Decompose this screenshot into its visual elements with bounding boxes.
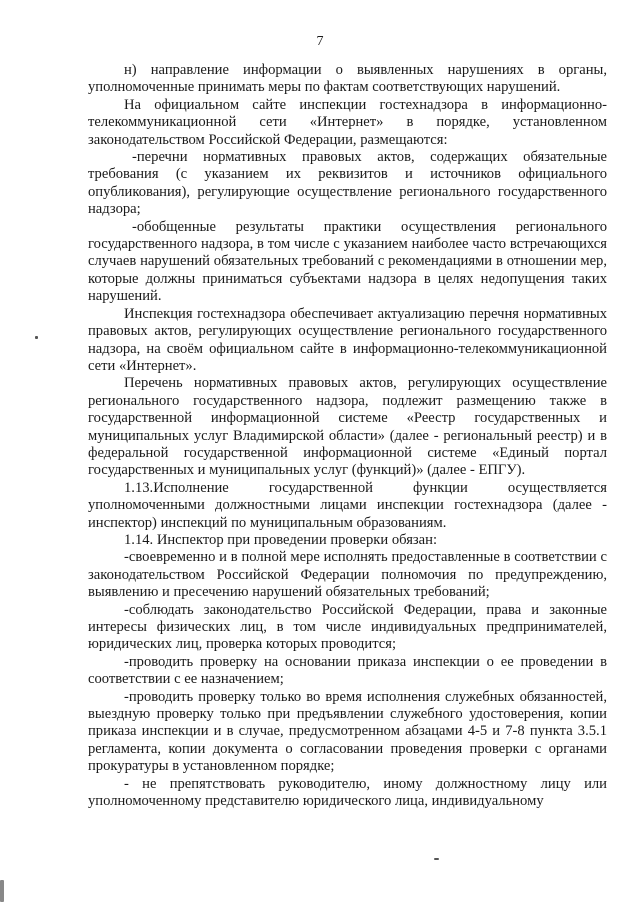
paragraph: -перечни нормативных правовых актов, содержащих обязательные требования (с указанием их реквизитов и источников официального опубликования), регулирующие осуществление регионального государственного надзора; bbox=[88, 149, 607, 218]
scan-edge-mark bbox=[0, 880, 4, 902]
paragraph: -соблюдать законодательство Российской Федерации, права и законные интересы физических лиц, в том числе индивидуальных предпринимателей, юридических лиц, проверка которых проводится; bbox=[88, 601, 607, 653]
paragraph: Инспекция гостехнадзора обеспечивает актуализацию перечня нормативных правовых актов, регулирующих осуществление регионального государственного надзора, на своём официальном сайте в информационно-телекоммуникационной сети «Интернет». bbox=[88, 305, 607, 374]
paragraph: Перечень нормативных правовых актов, регулирующих осуществление регионального государственного надзора, подлежит размещению также в государственной информационной системе «Реестр государственных и муниципальных услуг Владимирской области» (далее - региональный реестр) и в федеральной государственной информационной системе «Единый портал государственных и муниципальных услуг (функций)» (далее - ЕПГУ). bbox=[88, 375, 607, 479]
paragraph: 1.13.Исполнение государственной функции осуществляется уполномоченными должностными лицами инспекции гостехнадзора (далее - инспектор) инспекций по муниципальным образованиям. bbox=[88, 479, 607, 531]
paragraph: На официальном сайте инспекции гостехнадзора в информационно-телекоммуникационной сети «Интернет» в порядке, установленном законодательством Российской Федерации, размещаются: bbox=[88, 96, 607, 148]
paragraph: -своевременно и в полной мере исполнять предоставленные в соответствии с законодательством Российской Федерации полномочия по предупреждению, выявлению и пресечению нарушений обязательных требований; bbox=[88, 549, 607, 601]
paragraph: н) направление информации о выявленных нарушениях в органы, уполномоченные принимать меры по фактам соответствующих нарушений. bbox=[88, 62, 607, 96]
paragraph: 1.14. Инспектор при проведении проверки обязан: bbox=[124, 531, 438, 548]
scan-speck bbox=[434, 858, 439, 860]
paragraph: -проводить проверку только во время исполнения служебных обязанностей, выездную проверку только при предъявлении служебного удостоверения, копии приказа инспекции и в случае, предусмотренном абзацами 4-5 и 7-8 пункта 3.5.1 регламента, копии документа о согласовании проведения проверки с органами прокуратуры в установленном порядке; bbox=[88, 688, 607, 775]
paragraph: - не препятствовать руководителю, иному должностному лицу или уполномоченному представителю юридического лица, индивидуальному bbox=[88, 775, 607, 810]
paragraph: -обобщенные результаты практики осуществления регионального государственного надзора, в том числе с указанием наиболее часто встречающихся случаев нарушений обязательных требований с рекомендациями в отношении мер, которые должны приниматься субъектами надзора в целях недопущения таких нарушений. bbox=[88, 218, 607, 305]
document-body bbox=[88, 62, 607, 810]
scan-speck bbox=[35, 336, 38, 339]
paragraph: -проводить проверку на основании приказа инспекции о ее проведении в соответствии с ее назначением; bbox=[88, 653, 607, 688]
page-number: 7 bbox=[316, 34, 324, 49]
